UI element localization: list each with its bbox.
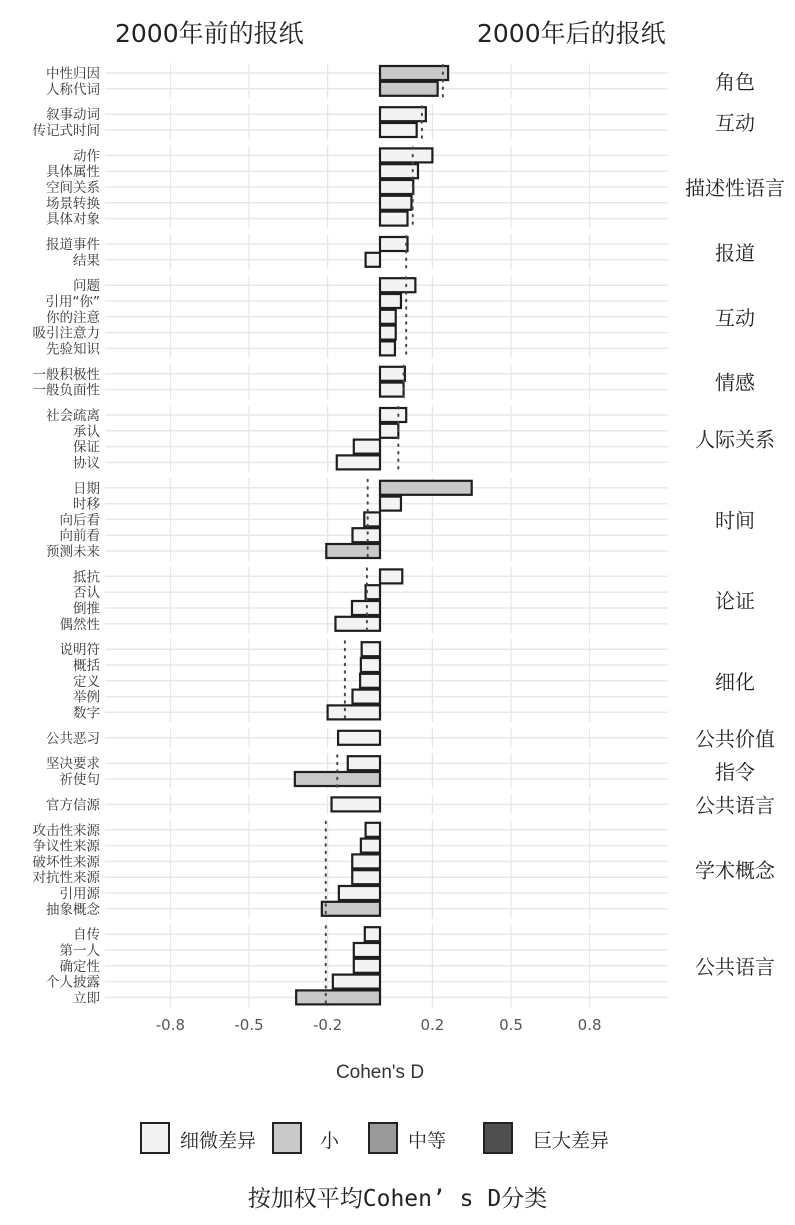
bar: [354, 959, 380, 973]
bar: [380, 408, 406, 422]
bar: [380, 148, 432, 162]
category-label: 确定性: [59, 958, 100, 975]
bar: [380, 341, 395, 355]
category-label: 偶然性: [59, 616, 100, 633]
category-label: 叙事动词: [46, 107, 100, 124]
legend-swatch-trivial: [140, 1122, 170, 1154]
category-label: 一般负面性: [32, 382, 100, 399]
category-label: 问题: [73, 278, 100, 295]
bar: [380, 180, 413, 194]
x-tick-label: 0.5: [499, 1016, 523, 1034]
category-label: 攻击性来源: [32, 822, 100, 839]
category-label: 你的注意: [46, 309, 100, 326]
group-label: 角色: [715, 69, 755, 94]
group-label: 描述性语言: [685, 176, 785, 200]
left-title: 2000年前的报纸: [115, 19, 304, 48]
category-label: 具体对象: [46, 211, 100, 228]
bar: [348, 756, 380, 770]
group-label: 时间: [715, 508, 755, 533]
bar: [352, 870, 380, 884]
group-label: 公共价值: [695, 726, 775, 751]
group-label: 互动: [715, 111, 755, 136]
category-label: 预测未来: [46, 544, 100, 560]
category-label: 场景转换: [46, 195, 100, 212]
bar: [380, 481, 472, 495]
category-label: 破坏性来源: [32, 854, 100, 871]
category-label: 说明符: [59, 642, 100, 659]
bar: [328, 705, 380, 719]
category-label: 官方信源: [46, 797, 100, 814]
category-label: 举例: [73, 689, 100, 706]
bar: [380, 237, 408, 251]
category-label: 定义: [73, 673, 100, 690]
x-tick-label: 0.2: [420, 1016, 445, 1034]
bar: [332, 797, 380, 811]
bar: [322, 902, 380, 916]
legend-label-trivial: 细微差异: [180, 1130, 257, 1152]
bar: [380, 212, 408, 226]
bar: [380, 310, 396, 324]
bar: [352, 854, 380, 868]
x-axis-title: Cohen's D: [335, 1062, 425, 1083]
category-label: 结果: [73, 252, 100, 269]
category-label: 坚决要求: [46, 756, 100, 773]
category-label: 自传: [73, 927, 100, 944]
bar: [380, 82, 438, 96]
category-label: 否认: [73, 585, 100, 602]
bar: [335, 617, 380, 631]
bar: [380, 367, 405, 381]
legend-swatch-large: [483, 1122, 513, 1154]
legend-label-small: 小: [320, 1130, 340, 1152]
bar: [380, 497, 401, 511]
category-label: 第一人: [59, 943, 100, 959]
category-label: 抵抗: [73, 569, 100, 586]
category-label: 报道事件: [46, 237, 100, 253]
group-label: 报道: [715, 240, 755, 265]
bar: [364, 512, 380, 526]
legend-label-medium: 中等: [408, 1130, 447, 1152]
group-label: 论证: [715, 589, 755, 614]
category-label: 数字: [73, 705, 100, 722]
category-label: 概括: [73, 658, 100, 674]
legend-title: 按加权平均Cohen’ s D分类: [247, 1186, 548, 1212]
category-label: 人称代词: [46, 81, 100, 98]
category-label: 社会疏离: [46, 408, 100, 424]
bar: [338, 731, 380, 745]
category-label: 协议: [73, 455, 100, 472]
bar: [380, 326, 396, 340]
category-label: 立即: [73, 990, 100, 1007]
category-label: 传记式时间: [32, 123, 100, 139]
category-label: 引用源: [59, 886, 100, 902]
category-label: 抽象概念: [46, 901, 100, 918]
group-label: 互动: [715, 305, 755, 330]
bar: [354, 440, 380, 454]
category-label: 日期: [73, 480, 100, 497]
category-label: 中性归因: [46, 66, 100, 82]
bar: [365, 927, 380, 941]
category-label: 动作: [73, 148, 100, 165]
category-label: 祈使句: [59, 772, 100, 788]
category-label: 保证: [73, 439, 100, 456]
legend-swatch-small: [272, 1122, 302, 1154]
bar: [360, 674, 380, 688]
category-label: 争议性来源: [32, 838, 100, 855]
category-label: 时移: [73, 496, 100, 513]
legend: [0, 1120, 795, 1160]
group-label: 学术概念: [695, 858, 775, 883]
bar: [380, 569, 402, 583]
bar: [354, 943, 380, 957]
x-tick-label: -0.2: [312, 1016, 343, 1034]
bar: [362, 642, 380, 656]
category-label: 承认: [73, 423, 100, 440]
category-label: 公共恶习: [46, 730, 100, 747]
bar: [380, 66, 448, 80]
bar: [352, 528, 380, 542]
group-label: 指令: [715, 760, 755, 785]
category-label: 空间关系: [46, 180, 100, 196]
bar: [296, 990, 380, 1004]
bar: [380, 123, 417, 137]
category-label: 向后看: [59, 512, 100, 529]
category-label: 一般积极性: [32, 366, 100, 383]
bar: [352, 690, 380, 704]
group-label: 人际关系: [695, 427, 775, 452]
bar: [361, 839, 380, 853]
bar: [380, 278, 415, 292]
bar: [380, 196, 411, 210]
bar: [326, 544, 380, 558]
x-tick-label: -0.5: [234, 1016, 264, 1034]
bar: [380, 383, 404, 397]
x-tick-label: 0.8: [577, 1016, 602, 1034]
group-label: 细化: [715, 669, 755, 694]
category-label: 先验知识: [46, 341, 100, 358]
category-label: 倒推: [73, 601, 100, 617]
right-title: 2000年后的报纸: [477, 19, 666, 48]
category-label: 向前看: [59, 528, 100, 545]
group-label: 公共语言: [695, 793, 775, 818]
bar: [380, 107, 426, 121]
bar: [366, 253, 380, 267]
group-label: 情感: [715, 370, 755, 395]
x-tick-label: -0.8: [155, 1016, 186, 1034]
bar: [380, 424, 398, 438]
bar: [337, 455, 380, 469]
bar: [352, 601, 380, 615]
category-label: 对抗性来源: [32, 870, 100, 887]
bar: [366, 823, 380, 837]
bar: [361, 658, 380, 672]
bar: [339, 886, 380, 900]
bar: [380, 294, 401, 308]
category-label: 个人披露: [46, 974, 100, 991]
category-label: 具体属性: [46, 164, 100, 181]
category-label: 引用“你”: [45, 294, 100, 310]
category-label: 吸引注意力: [32, 325, 100, 342]
legend-swatch-medium: [368, 1122, 398, 1154]
legend-label-large: 巨大差异: [533, 1130, 610, 1152]
group-label: 公共语言: [695, 954, 775, 979]
bar: [333, 975, 380, 989]
